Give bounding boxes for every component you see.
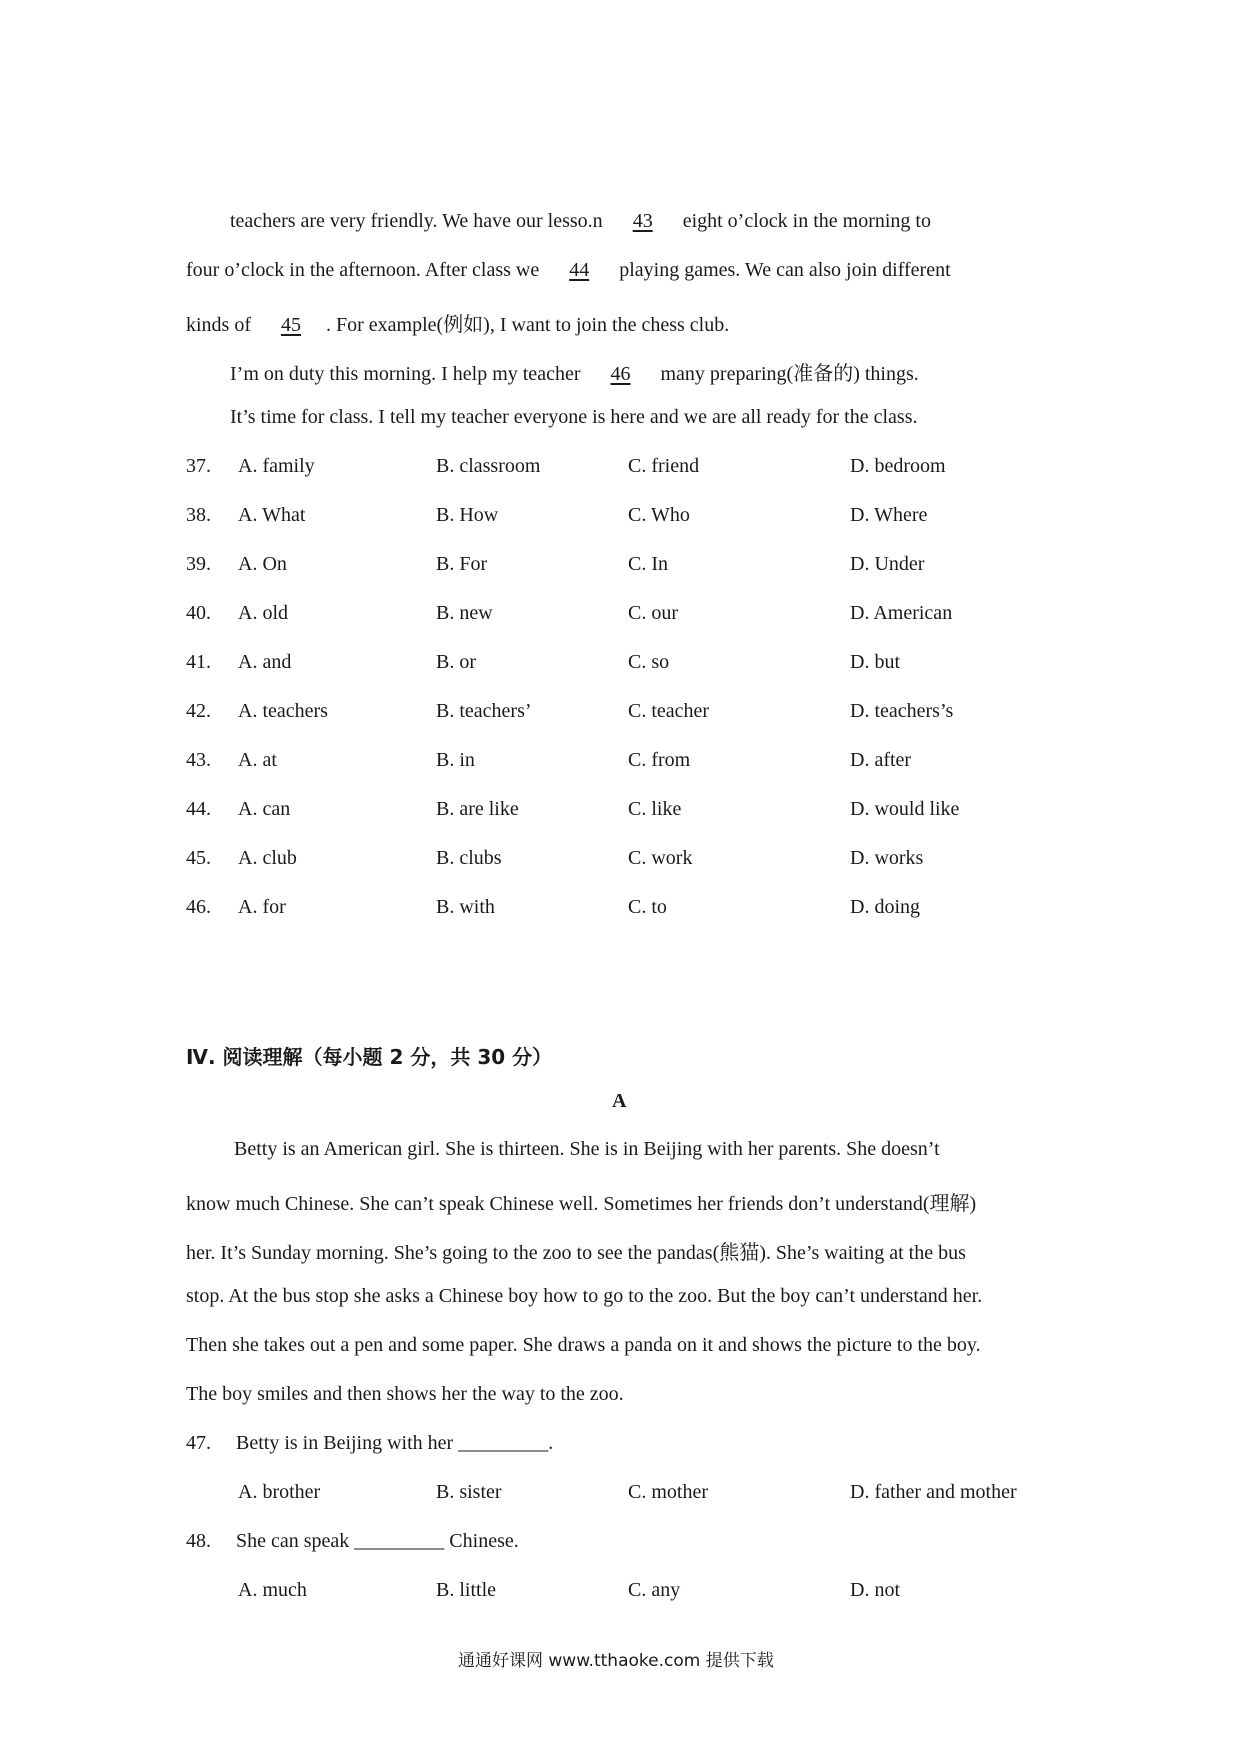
option-b: B. teachers’ <box>436 700 532 722</box>
blank-46: 46 <box>610 363 631 385</box>
option-a: A. at <box>238 749 277 771</box>
option-b: B. are like <box>436 798 519 820</box>
option-a: A. for <box>238 896 286 918</box>
passage-line-3 <box>186 308 729 337</box>
option-d: D. after <box>850 749 912 771</box>
question-number: 40. <box>186 602 211 624</box>
option-a: A. brother <box>238 1481 321 1503</box>
option-a: A. On <box>238 553 287 575</box>
option-c: C. work <box>628 847 693 869</box>
answer-blank: _________ <box>354 1530 445 1552</box>
option-a: A. family <box>238 455 315 477</box>
question-number: 48. <box>186 1530 211 1552</box>
reading-line: her. It’s Sunday morning. She’s going to the zoo to see the pandas(熊猫). She’s waiting at the bus <box>186 1242 966 1264</box>
option-d: D. not <box>850 1579 900 1601</box>
option-b: B. new <box>436 602 493 624</box>
question-number: 46. <box>186 896 211 918</box>
option-b: B. For <box>436 553 488 575</box>
question-number: 39. <box>186 553 211 575</box>
option-d: D. but <box>850 651 900 673</box>
passage-line-4 <box>230 357 919 386</box>
option-c: C. from <box>628 749 691 771</box>
option-d: D. Under <box>850 553 925 575</box>
section-heading: Ⅳ. 阅读理解（每小题 2 分，共 30 分） <box>186 1045 553 1069</box>
blank-45: 45 <box>281 314 301 336</box>
option-c: C. mother <box>628 1481 708 1503</box>
passage-text: four o’clock in the afternoon. After class we <box>186 259 540 281</box>
reading-line: stop. At the bus stop she asks a Chinese boy how to go to the zoo. But the boy can’t understand her. <box>186 1285 983 1307</box>
option-c: C. In <box>628 553 668 575</box>
option-d: D. father and mother <box>850 1481 1017 1503</box>
question-stem <box>236 1530 519 1553</box>
question-number: 38. <box>186 504 211 526</box>
reading-line: Then she takes out a pen and some paper. She draws a panda on it and shows the picture to the boy. <box>186 1334 981 1356</box>
option-a: A. can <box>238 798 291 820</box>
reading-line: Betty is an American girl. She is thirteen. She is in Beijing with her parents. She doesn’t <box>234 1138 940 1160</box>
option-d: D. works <box>850 847 924 869</box>
question-number: 41. <box>186 651 211 673</box>
option-c: C. friend <box>628 455 700 477</box>
passage-text: teachers are very friendly. We have our lesso.n <box>230 210 603 232</box>
option-a: A. teachers <box>238 700 328 722</box>
passage-text: I’m on duty this morning. I help my teacher <box>230 363 581 385</box>
passage-text: many preparing(准备的) things. <box>660 363 919 385</box>
option-b: B. in <box>436 749 475 771</box>
option-a: A. much <box>238 1579 307 1601</box>
passage-text: . For example(例如), I want to join the chess club. <box>326 314 730 336</box>
option-a: A. What <box>238 504 306 526</box>
stem-text: . <box>548 1432 554 1454</box>
reading-line: The boy smiles and then shows her the way to the zoo. <box>186 1383 624 1405</box>
passage-text: playing games. We can also join different <box>619 259 951 281</box>
option-c: C. any <box>628 1579 681 1601</box>
option-d: D. teachers’s <box>850 700 954 722</box>
question-number: 44. <box>186 798 211 820</box>
option-d: D. bedroom <box>850 455 946 477</box>
option-a: A. old <box>238 602 288 624</box>
option-c: C. to <box>628 896 667 918</box>
question-number: 37. <box>186 455 211 477</box>
option-a: A. club <box>238 847 297 869</box>
answer-blank: _________ <box>458 1432 549 1454</box>
blank-43: 43 <box>632 210 653 232</box>
option-a: A. and <box>238 651 292 673</box>
stem-text: She can speak <box>236 1530 350 1552</box>
option-d: D. would like <box>850 798 960 820</box>
question-number: 45. <box>186 847 211 869</box>
option-d: D. doing <box>850 896 920 918</box>
option-d: D. American <box>850 602 953 624</box>
option-c: C. so <box>628 651 670 673</box>
option-b: B. sister <box>436 1481 502 1503</box>
reading-line: know much Chinese. She can’t speak Chinese well. Sometimes her friends don’t understand(理解) <box>186 1193 977 1215</box>
question-stem <box>236 1432 553 1455</box>
passage-text: kinds of <box>186 314 251 336</box>
option-c: C. like <box>628 798 682 820</box>
passage-text: eight o’clock in the morning to <box>682 210 931 232</box>
option-c: C. our <box>628 602 678 624</box>
option-b: B. little <box>436 1579 496 1601</box>
page-footer: 通通好课网 www.tthaoke.com 提供下载 <box>458 1651 774 1671</box>
option-b: B. or <box>436 651 476 673</box>
option-b: B. with <box>436 896 495 918</box>
option-b: B. How <box>436 504 499 526</box>
option-c: C. Who <box>628 504 690 526</box>
passage-line-2 <box>186 259 951 282</box>
passage-title: A <box>612 1090 627 1112</box>
question-number: 43. <box>186 749 211 771</box>
option-b: B. clubs <box>436 847 502 869</box>
passage-line-1 <box>230 210 931 233</box>
option-b: B. classroom <box>436 455 541 477</box>
question-number: 42. <box>186 700 211 722</box>
option-d: D. Where <box>850 504 928 526</box>
stem-text: Betty is in Beijing with her <box>236 1432 454 1454</box>
option-c: C. teacher <box>628 700 710 722</box>
blank-44: 44 <box>569 259 590 281</box>
passage-line-5: It’s time for class. I tell my teacher everyone is here and we are all ready for the class. <box>230 406 918 428</box>
stem-text: Chinese. <box>449 1530 519 1552</box>
question-number: 47. <box>186 1432 211 1454</box>
